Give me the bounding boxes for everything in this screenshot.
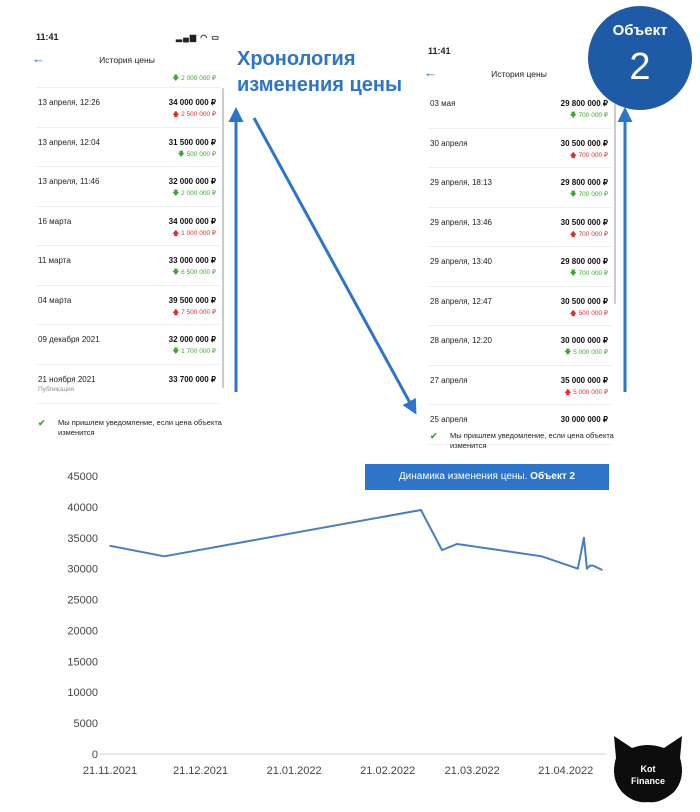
arrow-up-icon: 🡅: [569, 309, 577, 317]
row-price: 32 000 000 ₽: [168, 335, 216, 344]
price-delta-value: 7 500 000 ₽: [181, 308, 216, 316]
price-delta-value: 700 000 ₽: [578, 151, 608, 159]
row-date: 29 апреля, 13:46: [430, 217, 492, 227]
row-date: 28 апреля, 12:20: [430, 336, 492, 345]
screen-title: История цены: [491, 69, 547, 79]
data-point: [589, 565, 591, 567]
y-tick-label: 5000: [73, 718, 98, 731]
row-date: 13 апреля, 12:04: [38, 137, 100, 147]
price-delta-value: 700 000 ₽: [578, 112, 608, 119]
row-price: 31 500 000 ₽: [168, 137, 216, 147]
series-line: [110, 510, 602, 570]
status-time: 11:41: [36, 32, 59, 42]
price-delta-value: 500 000 ₽: [186, 150, 216, 158]
kot-finance-logo: [612, 734, 684, 804]
screen-title: История цены: [99, 55, 155, 65]
arrow-up-icon: 🡅: [564, 388, 572, 396]
row-date: 04 марта: [38, 295, 72, 305]
back-arrow-icon[interactable]: ←: [424, 65, 437, 80]
data-point: [601, 569, 603, 571]
data-point: [583, 537, 585, 539]
row-price: 30 500 000 ₽: [560, 296, 608, 306]
arrow-down-icon: 🡇: [569, 112, 577, 119]
headline-line-1: Хронология: [237, 48, 356, 70]
price-delta-value: 700 000 ₽: [578, 191, 608, 198]
row-date: 30 апреля: [430, 138, 468, 148]
row-date: 27 апреля: [430, 375, 468, 385]
data-point: [577, 568, 579, 570]
status-time: 11:41: [428, 46, 451, 56]
row-price: 29 800 000 ₽: [560, 257, 608, 266]
arrow-down-icon: 🡇: [172, 348, 180, 355]
row-price: 30 500 000 ₽: [560, 217, 608, 227]
price-delta-value: 5 000 000 ₽: [573, 388, 608, 396]
x-tick-label: 21.11.2021: [82, 765, 138, 777]
row-date: 09 декабря 2021: [38, 335, 100, 344]
checkmark-icon: ✔: [38, 418, 46, 428]
row-date: 03 мая: [430, 99, 456, 108]
arrow-up-icon: 🡅: [569, 151, 577, 159]
price-delta-value: 6 500 000 ₽: [181, 269, 216, 276]
row-price: 34 000 000 ₽: [168, 98, 216, 107]
row-price: 30 000 000 ₽: [560, 336, 608, 345]
arrow-up-icon: 🡅: [172, 308, 180, 316]
row-price: 30 000 000 ₽: [560, 415, 608, 424]
chart-title-bold: Объект 2: [530, 471, 576, 482]
y-tick-label: 40000: [67, 501, 98, 514]
arrow-down-icon: 🡇: [569, 270, 577, 277]
arrow-down-icon: 🡇: [569, 191, 577, 198]
price-delta-value: 2 500 000 ₽: [181, 111, 216, 118]
badge-label: Объект: [612, 22, 668, 39]
x-tick-label: 21.03.2022: [444, 765, 500, 777]
y-tick-label: 10000: [67, 687, 98, 700]
row-date: 21 ноября 2021: [38, 374, 96, 384]
arrow-diagonal: [254, 118, 415, 412]
row-price: 32 000 000 ₽: [168, 177, 216, 186]
row-date: 25 апреля: [430, 415, 468, 424]
price-delta-value: 500 000 ₽: [578, 309, 608, 317]
arrow-down-icon: 🡇: [172, 269, 180, 276]
data-point: [541, 556, 543, 558]
arrow-up-icon: 🡅: [172, 229, 180, 237]
y-tick-label: 15000: [67, 656, 98, 669]
data-point: [420, 509, 422, 511]
data-point: [592, 565, 594, 567]
arrow-down-icon: 🡇: [177, 150, 185, 158]
y-tick-label: 0: [91, 749, 98, 761]
chart-title-prefix: Динамика изменения цены.: [398, 471, 531, 482]
data-point: [441, 549, 443, 551]
arrow-down-icon: 🡇: [172, 75, 180, 82]
data-point: [456, 543, 458, 545]
x-tick-label: 21.01.2022: [266, 765, 322, 777]
arrow-up-icon: 🡅: [172, 111, 180, 118]
y-tick-label: 45000: [67, 471, 98, 483]
back-arrow-icon[interactable]: ←: [32, 51, 45, 66]
logo-line-1: Kot: [640, 764, 656, 774]
row-price: 35 000 000 ₽: [560, 375, 608, 385]
x-tick-label: 21.12.2021: [173, 765, 229, 777]
price-line-chart: [0, 460, 700, 812]
price-delta-value: 1 700 000 ₽: [181, 348, 216, 355]
price-delta-value: 700 000 ₽: [578, 270, 608, 277]
y-tick-label: 25000: [67, 594, 98, 607]
x-tick-label: 21.02.2022: [360, 765, 416, 777]
badge-number: 2: [629, 46, 651, 88]
y-tick-label: 20000: [67, 625, 98, 638]
row-date: 16 марта: [38, 216, 72, 226]
row-price: 29 800 000 ₽: [560, 178, 608, 187]
x-tick-label: 21.04.2022: [538, 765, 594, 777]
row-date: 13 апреля, 11:46: [38, 177, 100, 186]
row-price: 29 800 000 ₽: [560, 99, 608, 108]
row-price: 39 500 000 ₽: [168, 295, 216, 305]
price-delta-value: 5 000 000 ₽: [573, 349, 608, 356]
price-delta-value: 2 000 000 ₽: [181, 75, 216, 82]
row-price: 34 000 000 ₽: [168, 216, 216, 226]
row-date: 29 апреля, 18:13: [430, 178, 492, 187]
row-subtitle: Публикация: [38, 385, 75, 393]
y-tick-label: 35000: [67, 532, 98, 545]
arrow-down-icon: 🡇: [564, 349, 572, 356]
checkmark-icon: ✔: [430, 431, 438, 441]
price-delta-value: 2 000 000 ₽: [181, 190, 216, 197]
price-delta-value: 1 000 000 ₽: [181, 229, 216, 237]
row-price: 33 700 000 ₽: [168, 374, 216, 384]
notice-text: Мы пришлем уведомление, если цена объекта изменится: [450, 431, 614, 450]
arrow-up-icon: 🡅: [569, 230, 577, 238]
data-point: [586, 568, 588, 570]
headline-line-2: изменения цены: [237, 74, 403, 96]
arrow-down-icon: 🡇: [172, 190, 180, 197]
y-tick-label: 30000: [67, 563, 98, 576]
row-price: 30 500 000 ₽: [560, 138, 608, 148]
row-date: 28 апреля, 12:47: [430, 296, 492, 306]
notice-text: Мы пришлем уведомление, если цена объекта изменится: [58, 418, 222, 437]
logo-line-2: Finance: [630, 776, 666, 786]
data-point: [164, 556, 166, 558]
data-point: [109, 545, 111, 547]
row-date: 13 апреля, 12:26: [38, 98, 100, 107]
price-delta-value: 700 000 ₽: [578, 230, 608, 238]
signal-wifi-battery-icon: ▂▄▆ ◠ ▭: [176, 33, 220, 42]
row-price: 33 000 000 ₽: [168, 256, 216, 265]
row-date: 11 марта: [38, 256, 71, 265]
row-date: 29 апреля, 13:40: [430, 257, 492, 266]
